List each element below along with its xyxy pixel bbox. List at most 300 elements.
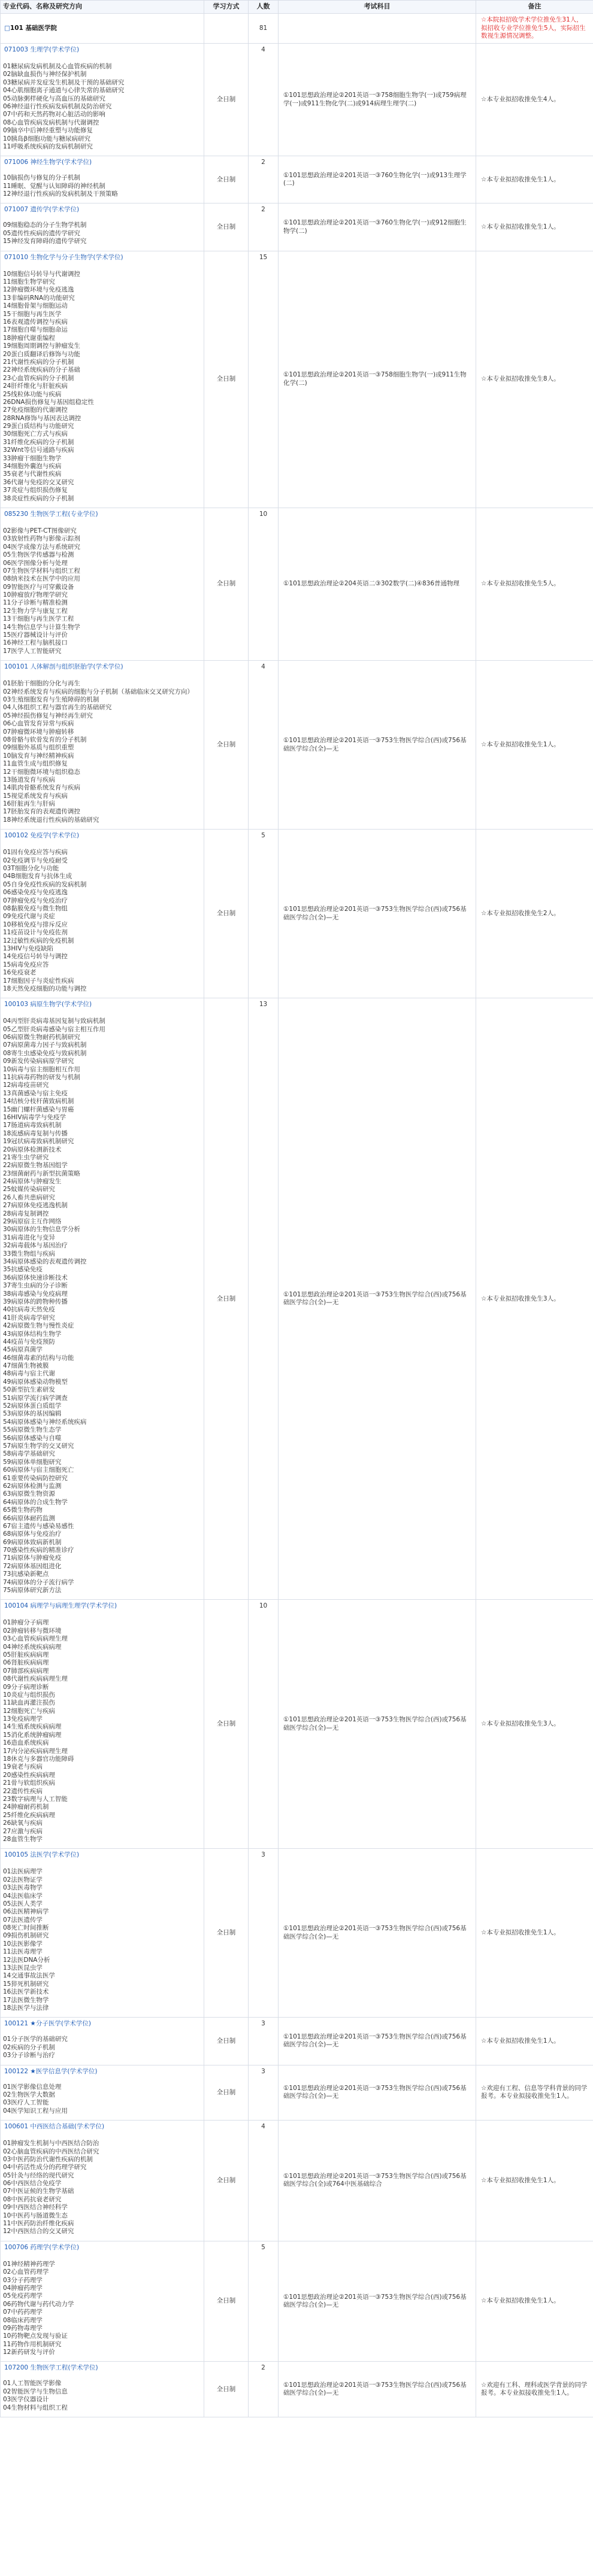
direction-item: 08代谢性疾病病理生理: [3, 1675, 68, 1683]
enrollment-count: 3: [249, 2018, 279, 2065]
direction-item: 34细胞外囊泡与疾病: [3, 463, 62, 470]
direction-item: 26缺氧与疾病: [3, 1819, 43, 1827]
major-title-link[interactable]: 100103 病原生物学(学术学位): [4, 1001, 92, 1008]
direction-item: 15病毒免疫应答: [3, 961, 49, 968]
folder-icon: □: [4, 24, 10, 32]
direction-item: 27病原体免疫逃逸机制: [3, 1202, 68, 1210]
direction-item: 51病原学流行病学调查: [3, 1394, 68, 1402]
direction-item: 06心血管发育异常与疾病: [3, 720, 74, 728]
direction-item: 04中药活性成分的药理学研究: [3, 2164, 87, 2171]
direction-item: 23心血管疾病的分子机制: [3, 374, 74, 382]
direction-item: 03法医毒物学: [3, 1884, 43, 1892]
enrollment-count: 15: [249, 251, 279, 508]
direction-item: 16HIV病毒学与免疫学: [3, 1113, 66, 1121]
direction-item: 13法医昆虫学: [3, 1964, 43, 1972]
direction-item: 02心脑血管疾病的中西医结合研究: [3, 2147, 99, 2155]
direction-item: 01肿瘤分子病理: [3, 1619, 49, 1627]
direction-item: 04B细胞发育与抗体生成: [3, 873, 72, 880]
direction-item: 15医疗器械设计与评价: [3, 631, 68, 639]
enrollment-count: 4: [249, 661, 279, 830]
direction-item: 14细胞骨架与细胞运动: [3, 302, 68, 310]
direction-list: [1, 2031, 204, 2064]
direction-item: 17肠道病毒致病机制: [3, 1122, 62, 1129]
major-title-link[interactable]: 100122 ★医学信息学(学术学位): [4, 2067, 98, 2075]
enrollment-count: 2: [249, 2362, 279, 2417]
direction-item: 03医疗人工智能: [3, 2099, 49, 2107]
direction-item: 11法医毒理学: [3, 1948, 43, 1956]
direction-item: 72病原体基因组进化: [3, 1562, 62, 1570]
direction-item: 06病原微生物耐药机制研究: [3, 1034, 80, 1041]
enrollment-count: 4: [249, 44, 279, 156]
direction-item: 14免疫信号转导与调控: [3, 953, 68, 961]
direction-item: 12细胞死亡与疾病: [3, 1707, 55, 1715]
study-mode: 全日制: [204, 44, 249, 156]
direction-list: [1, 57, 204, 156]
remark: ☆本专业拟招收推免生1人。: [476, 661, 593, 830]
direction-item: 74病原体的分子流行病学: [3, 1578, 74, 1586]
major-row: [1, 2065, 593, 2121]
study-mode: 全日制: [204, 1600, 249, 1849]
direction-item: 09免疫代谢与炎症: [3, 913, 55, 921]
study-mode: 全日制: [204, 203, 249, 251]
enrollment-count: 2: [249, 203, 279, 251]
direction-item: 12神经退行性疾病的发病机制及干预策略: [3, 190, 118, 198]
direction-item: 07法医遗传学: [3, 1916, 43, 1924]
direction-item: 13免疫病理学: [3, 1715, 43, 1723]
direction-item: 55病原微生物生态学: [3, 1426, 62, 1434]
direction-item: 12中西医结合的交叉研究: [3, 2228, 74, 2235]
study-mode: 全日制: [204, 156, 249, 203]
direction-item: 13真菌感染与宿主免疫: [3, 1089, 68, 1097]
direction-list: [1, 1011, 204, 1599]
direction-item: 16法医学新技术: [3, 1988, 49, 1996]
direction-item: 35抗感染免疫: [3, 1266, 43, 1274]
direction-item: 01固有免疫应答与疾病: [3, 849, 68, 856]
major-row: [1, 156, 593, 203]
major-row: [1, 203, 593, 251]
direction-item: 03中医药防治代谢性疾病的机制: [3, 2155, 93, 2163]
direction-item: 17胚胎发育的表观遗传调控: [3, 808, 80, 816]
exam-subjects: ①101思想政治理论②201英语一③758细胞生物学(一)或911生物化学(二): [279, 251, 476, 508]
direction-item: 67宿主遗传与感染易感性: [3, 1522, 74, 1530]
direction-item: 65微生物药物: [3, 1506, 43, 1514]
direction-item: 12过敏性疾病的免疫机制: [3, 937, 74, 944]
major-title-link[interactable]: 071007 遗传学(学术学位): [4, 206, 80, 214]
direction-item: 16免疫衰老: [3, 969, 37, 977]
direction-list: [1, 2255, 204, 2362]
major-title-link[interactable]: 100121 ★分子医学(学术学位): [4, 2020, 92, 2028]
direction-item: 26人畜共患病研究: [3, 1193, 55, 1201]
direction-item: 17细胞自噬与细胞命运: [3, 326, 68, 334]
direction-item: 06感染免疫与免疫逃逸: [3, 889, 68, 897]
study-mode: 全日制: [204, 830, 249, 998]
major-title-link[interactable]: 100102 免疫学(学术学位): [4, 832, 80, 840]
direction-item: 02心血管药理学: [3, 2268, 49, 2276]
direction-item: 04法医临床学: [3, 1892, 43, 1900]
enrollment-count: 13: [249, 998, 279, 1600]
direction-list: [1, 1862, 204, 2017]
remark: ☆本专业拟招收推免生8人。: [476, 251, 593, 508]
direction-item: 10肿瘤放疗物理学研究: [3, 591, 68, 599]
direction-item: 03医学仪器设计: [3, 2396, 49, 2404]
major-title-link[interactable]: 071006 神经生物学(学术学位): [4, 159, 92, 166]
direction-item: 26DNA损伤修复与基因组稳定性: [3, 398, 94, 406]
header-exam: 考试科目: [279, 1, 476, 14]
direction-item: 54病原体感染与神经系统疾病: [3, 1418, 87, 1426]
direction-item: 18天然免疫细胞的功能与调控: [3, 985, 87, 992]
header-note: 备注: [476, 1, 593, 14]
direction-item: 05动脉粥样硬化与高血压的基础研究: [3, 95, 105, 102]
direction-item: 25纤维化疾病病理: [3, 1811, 55, 1819]
direction-item: 69病原体致病新机制: [3, 1538, 62, 1546]
direction-item: 32Wnt等信号通路与疾病: [3, 446, 74, 454]
remark: ☆本专业拟招收推免生1人。: [476, 2121, 593, 2241]
exam-subjects: ①101思想政治理论②201英语一③753生物医学综合(西)或756基础医学综合(全)—无: [279, 2241, 476, 2362]
direction-item: 13非编码RNA的功能研究: [3, 294, 75, 302]
direction-item: 08心血管疾病发病机制与代谢调控: [3, 119, 99, 126]
direction-list: [1, 674, 204, 829]
direction-item: 08临床药理学: [3, 2316, 43, 2324]
direction-item: 07病原菌毒力因子与致病机制: [3, 1041, 87, 1049]
direction-item: 43病原体结构生物学: [3, 1330, 62, 1338]
major-title-link[interactable]: 100601 中西医结合基础(学术学位): [4, 2123, 105, 2131]
direction-item: 04神经系统疾病病理: [3, 1643, 62, 1651]
direction-item: 11分子诊断与精准检测: [3, 599, 68, 607]
direction-item: 13HIV与免疫缺陷: [3, 944, 54, 952]
direction-item: 27应激与疾病: [3, 1827, 43, 1835]
direction-item: 10移植免疫与排斥反应: [3, 921, 68, 928]
study-mode: 全日制: [204, 2121, 249, 2241]
direction-item: 14结核分枝杆菌致病机制: [3, 1098, 74, 1105]
direction-item: 08寄生虫感染免疫与致病机制: [3, 1049, 87, 1057]
direction-item: 29蛋白质结构与功能研究: [3, 423, 74, 430]
direction-item: 03糖尿病并发症发生机制及干预的基础研究: [3, 78, 125, 86]
direction-list: [1, 2079, 204, 2121]
direction-item: 28RNA修饰与基因表达调控: [3, 414, 81, 422]
enrollment-count: 4: [249, 2121, 279, 2241]
study-mode: 全日制: [204, 2362, 249, 2417]
direction-item: 42病原微生物与慢性炎症: [3, 1322, 74, 1330]
remark: ☆本专业拟招收推免生1人。: [476, 156, 593, 203]
direction-item: 05自身免疫性疾病的发病机制: [3, 880, 87, 888]
direction-item: 04医学成像方法与系统研究: [3, 543, 80, 551]
direction-list: [1, 521, 204, 660]
direction-item: 02免疫调节与免疫耐受: [3, 856, 68, 864]
direction-item: 15猝死机制研究: [3, 1980, 49, 1988]
direction-item: 05生物医学传感器与检测: [3, 551, 74, 559]
direction-item: 20蛋白质翻译后修饰与功能: [3, 350, 80, 358]
direction-item: 11呼吸系统疾病的发病机制研究: [3, 142, 93, 150]
study-mode: 全日制: [204, 998, 249, 1600]
direction-list: [1, 2375, 204, 2417]
exam-subjects: ①101思想政治理论②201英语一③753生物医学综合(西)或756基础医学综合(全)或764中医基础综合: [279, 2121, 476, 2241]
direction-item: 05遗传性疾病的遗传学研究: [3, 229, 80, 237]
exam-subjects: ①101思想政治理论②201英语一③753生物医学综合(西)或756基础医学综合(全)—无: [279, 1600, 476, 1849]
remark: ☆本专业拟招收推免生4人。: [476, 44, 593, 156]
college-title[interactable]: [1, 25, 57, 32]
direction-item: 34病原体感染的表观遗传调控: [3, 1258, 87, 1265]
direction-item: 05法医人类学: [3, 1900, 43, 1907]
direction-item: 60病原体与宿主细胞死亡: [3, 1466, 74, 1474]
major-title-link[interactable]: 100706 药理学(学术学位): [4, 2243, 80, 2251]
major-title-link[interactable]: 085230 生物医学工程(专业学位): [4, 510, 98, 518]
college-name: 101 基础医学院: [10, 24, 57, 32]
direction-item: 21寄生虫学研究: [3, 1153, 49, 1161]
direction-item: 01神经精神药理学: [3, 2260, 55, 2268]
direction-list: [1, 2134, 204, 2241]
remark: ☆本专业拟招收推免生1人。: [476, 2241, 593, 2362]
direction-item: 12干细胞微环境与组织稳态: [3, 768, 80, 776]
direction-item: 21骨与软组织疾病: [3, 1779, 55, 1787]
direction-item: 01糖尿病发病机制及心血管疾病的机制: [3, 63, 112, 70]
direction-item: 47细菌生物被膜: [3, 1362, 49, 1370]
remark: ☆本专业拟招收推免生2人。: [476, 830, 593, 998]
remark: ☆本专业拟招收推免生1人。: [476, 1849, 593, 2018]
direction-item: 10脑发育与神经精神疾病: [3, 752, 74, 760]
major-title-link[interactable]: 071003 生理学(学术学位): [4, 46, 80, 53]
direction-item: 10胰岛β细胞功能与糖尿病研究: [3, 135, 91, 142]
direction-item: 21代谢性疾病的分子机制: [3, 358, 74, 366]
direction-item: 15消化系统肿瘤病理: [3, 1731, 62, 1739]
direction-list: [1, 843, 204, 998]
exam-subjects: ①101思想政治理论②201英语一③753生物医学综合(西)或756基础医学综合(全)—无: [279, 661, 476, 830]
direction-item: 01法医病理学: [3, 1868, 43, 1876]
study-mode: 全日制: [204, 508, 249, 660]
direction-item: 10中医药与肠道微生态: [3, 2212, 68, 2219]
enrollment-count: 10: [249, 508, 279, 660]
direction-item: 20感染性疾病病理: [3, 1771, 55, 1779]
direction-item: 09分子病理诊断: [3, 1683, 49, 1691]
direction-item: 13肠道发育与疾病: [3, 776, 55, 783]
direction-item: 05免疫药理学: [3, 2292, 43, 2300]
major-title-link[interactable]: 100105 法医学(学术学位): [4, 1851, 80, 1859]
direction-item: 03分子药理学: [3, 2276, 43, 2284]
direction-item: 39病原体的跨物种传播: [3, 1298, 68, 1305]
direction-item: 15视觉系统发育与疾病: [3, 792, 68, 800]
direction-item: 13干细胞与再生医学工程: [3, 615, 74, 623]
direction-item: 04生物材料与组织工程: [3, 2404, 68, 2411]
enrollment-count: 5: [249, 830, 279, 998]
direction-item: 05肝脏疾病病理: [3, 1651, 49, 1658]
major-row: [1, 508, 593, 660]
direction-item: 32病毒载体与基因治疗: [3, 1242, 68, 1250]
remark: ☆本专业拟招收推免生5人。: [476, 508, 593, 660]
direction-item: 24病原体与肿瘤发生: [3, 1178, 62, 1186]
direction-item: 25线粒体功能与疾病: [3, 390, 62, 398]
direction-item: 50新型抗生素研发: [3, 1386, 55, 1394]
direction-item: 33肿瘤干细胞生物学: [3, 454, 62, 462]
direction-item: 08黏膜免疫与微生物组: [3, 904, 68, 912]
direction-item: 10病毒与宿主细胞相互作用: [3, 1065, 80, 1073]
direction-item: 49病原体感染动物模型: [3, 1378, 68, 1386]
major-row: [1, 2241, 593, 2362]
enrollment-count: 2: [249, 156, 279, 203]
exam-subjects: ①101思想政治理论②201英语一③760生物化学(一)或912细胞生物学(二): [279, 203, 476, 251]
direction-item: 10法医影像学: [3, 1940, 43, 1948]
direction-item: 04肿瘤药理学: [3, 2284, 43, 2292]
direction-item: 31纤维化疾病的分子机制: [3, 438, 74, 446]
direction-item: 27免疫细胞的代谢调控: [3, 406, 68, 414]
direction-item: 57病原生物学的交叉研究: [3, 1442, 74, 1450]
direction-item: 62病原体检测与监测: [3, 1482, 62, 1490]
direction-item: 71病原体与肿瘤免疫: [3, 1554, 62, 1562]
direction-list: [1, 265, 204, 508]
direction-item: 02生物医学大数据: [3, 2091, 55, 2098]
direction-item: 07中医证候的生物学基础: [3, 2188, 74, 2195]
direction-item: 28病毒复制调控: [3, 1210, 49, 1217]
study-mode: 全日制: [204, 2018, 249, 2065]
direction-item: 52病原体蛋白质组学: [3, 1402, 62, 1410]
major-row: [1, 2121, 593, 2241]
direction-item: 56病原体感染与自噬: [3, 1434, 62, 1442]
direction-item: 14交通事故法医学: [3, 1972, 55, 1980]
direction-item: 24肿瘤耐药机制: [3, 1803, 49, 1811]
direction-item: 14生殖系统疾病病理: [3, 1723, 62, 1731]
direction-item: 75病原体研究新方法: [3, 1587, 62, 1594]
direction-item: 11疫苗设计与免疫佐剂: [3, 929, 68, 937]
direction-item: 11缺血再灌注损伤: [3, 1699, 55, 1707]
direction-item: 07肿瘤微环境与肿瘤转移: [3, 728, 74, 736]
direction-item: 14生物信息学与计算生物学: [3, 623, 80, 631]
direction-item: 63病原微生物资源: [3, 1490, 55, 1498]
direction-item: 37寄生虫病的分子诊断: [3, 1282, 68, 1290]
direction-item: 12法医DNA分析: [3, 1956, 50, 1964]
direction-item: 61重要传染病防控研究: [3, 1474, 68, 1482]
direction-item: 11中医药防治纤维化疾病: [3, 2220, 74, 2228]
major-title-link[interactable]: 100101 人体解剖与组织胚胎学(学术学位): [4, 663, 123, 671]
direction-item: 24肝纤维化与肝脏疾病: [3, 382, 68, 390]
table-header-row: [1, 1, 593, 14]
direction-item: 09脑卒中后神经重塑与功能修复: [3, 127, 93, 135]
major-row: [1, 998, 593, 1600]
direction-item: 06中西医结合免疫学: [3, 2180, 62, 2188]
direction-item: 58病毒学基础研究: [3, 1450, 55, 1458]
direction-item: 36病原体快速诊断技术: [3, 1274, 68, 1281]
direction-item: 18流感病毒复制与传播: [3, 1129, 68, 1137]
direction-item: 07肿瘤免疫与免疫治疗: [3, 897, 68, 904]
direction-item: 17医学人工智能研究: [3, 647, 62, 655]
direction-item: 02疾病的分子机制: [3, 2043, 55, 2051]
direction-item: 18休克与多器官功能障碍: [3, 1755, 74, 1763]
direction-item: 05神经损伤修复与神经再生研究: [3, 712, 93, 719]
major-title-link[interactable]: 071010 生物化学与分子生物学(学术学位): [4, 253, 123, 261]
direction-item: 35衰老与代谢性疾病: [3, 470, 62, 478]
header-count: 人数: [249, 1, 279, 14]
direction-item: 08骨骼与软骨发育的分子机制: [3, 736, 87, 743]
direction-item: 08死亡时间推断: [3, 1924, 49, 1932]
major-row: [1, 251, 593, 508]
direction-item: 03心血管疾病病理生理: [3, 1635, 68, 1643]
direction-item: 19冠状病毒致病机制研究: [3, 1138, 74, 1146]
major-row: [1, 2362, 593, 2417]
major-row: [1, 2018, 593, 2065]
direction-item: 30病原体的生物信息学分析: [3, 1226, 80, 1234]
direction-item: 02影像与PET-CT图像研究: [3, 527, 77, 534]
direction-item: 46细菌毒素的结构与功能: [3, 1354, 74, 1362]
exam-subjects: ①101思想政治理论②201英语一③753生物医学综合(西)或756基础医学综合(全)—无: [279, 998, 476, 1600]
direction-item: 09药物毒理学: [3, 2324, 43, 2332]
direction-item: 01医学影像信息处理: [3, 2083, 62, 2091]
direction-item: 09中西医结合神经科学: [3, 2204, 68, 2212]
direction-item: 06肾脏疾病病理: [3, 1659, 49, 1667]
study-mode: 全日制: [204, 2065, 249, 2121]
direction-item: 28血管生物学: [3, 1835, 43, 1843]
direction-item: 15幽门螺杆菌感染与胃癌: [3, 1105, 74, 1113]
direction-item: 30细胞死亡方式与疾病: [3, 430, 68, 438]
direction-list: [1, 169, 204, 203]
remark: ☆欢迎有工科、理科或医学背景的同学报考。本专业拟接收推免生1人。: [476, 2362, 593, 2417]
enrollment-count: 10: [249, 1600, 279, 1849]
remark: ☆本专业拟招收推免生1人。: [476, 203, 593, 251]
direction-item: 11血管生成与组织修复: [3, 760, 68, 768]
direction-item: 17法医微生物学: [3, 1996, 49, 2004]
direction-item: 17内分泌疾病病理生理: [3, 1747, 68, 1755]
direction-item: 02神经系统发育与疾病的细胞与分子机制（基础临床交叉研究方向）: [3, 688, 193, 695]
major-row: [1, 44, 593, 156]
direction-item: 73抗感染新靶点: [3, 1570, 49, 1578]
direction-item: 29病原宿主互作网络: [3, 1218, 62, 1226]
direction-item: 06法医精神病学: [3, 1908, 49, 1916]
direction-item: 01分子医学的基础研究: [3, 2036, 68, 2043]
direction-item: 19细胞周期调控与肿瘤发生: [3, 342, 80, 350]
study-mode: 全日制: [204, 661, 249, 830]
direction-item: 14肌肉骨骼系统发育与疾病: [3, 784, 80, 792]
direction-item: 02法医物证学: [3, 1876, 43, 1884]
direction-item: 16造血系统疾病: [3, 1739, 49, 1747]
direction-item: 09智能医疗与可穿戴设备: [3, 583, 74, 591]
direction-item: 33微生物组与疾病: [3, 1250, 55, 1257]
major-row: [1, 661, 593, 830]
direction-item: 31病毒进化与变异: [3, 1234, 55, 1241]
direction-item: 12病毒疫苗研究: [3, 1082, 49, 1089]
college-row: [1, 14, 593, 44]
enrollment-count: 5: [249, 2241, 279, 2362]
major-row: [1, 1849, 593, 2018]
direction-item: 70感染性疾病的精准诊疗: [3, 1547, 74, 1554]
direction-item: 12生物力学与康复工程: [3, 607, 68, 615]
direction-item: 10细胞信号转导与代谢调控: [3, 270, 80, 278]
direction-item: 12新药研发与评价: [3, 2349, 55, 2356]
direction-item: 16表观遗传调控与疾病: [3, 318, 68, 326]
direction-item: 10药物靶点发现与验证: [3, 2332, 68, 2340]
direction-item: 07肺部疾病病理: [3, 1667, 49, 1675]
direction-item: 16肝脏再生与肝病: [3, 800, 55, 808]
direction-item: 04医学知识工程与应用: [3, 2107, 68, 2115]
direction-item: 22病原微生物基因组学: [3, 1162, 68, 1169]
direction-item: 59病原体单细胞研究: [3, 1458, 62, 1466]
direction-list: [1, 217, 204, 250]
study-mode: 全日制: [204, 1849, 249, 2018]
direction-item: 04丙型肝炎病毒基因复制与致病机制: [3, 1017, 105, 1025]
major-title-link[interactable]: 100104 病理学与病理生理学(学术学位): [4, 1602, 117, 1610]
direction-item: 48病毒与宿主代谢: [3, 1370, 55, 1378]
direction-item: 25蚊媒传染病研究: [3, 1186, 55, 1193]
enrollment-count: 3: [249, 2065, 279, 2121]
direction-item: 10脑损伤与修复的分子机制: [3, 174, 80, 182]
direction-item: 20病原体检测新技术: [3, 1146, 62, 1153]
header-mode: 学习方式: [204, 1, 249, 14]
direction-item: 22神经系统疾病的分子基础: [3, 366, 80, 374]
direction-item: 01肿瘤发生机制与中西医结合防治: [3, 2140, 99, 2147]
major-title-link[interactable]: 107200 生物医学工程(学术学位): [4, 2364, 98, 2372]
exam-subjects: ①101思想政治理论②201英语一③753生物医学综合(西)或756基础医学综合(全)—无: [279, 2018, 476, 2065]
direction-item: 04人体组织工程与器官再生的基础研究: [3, 704, 112, 712]
direction-item: 03分子诊断与治疗: [3, 2052, 55, 2059]
direction-item: 15干细胞与再生医学: [3, 310, 62, 318]
direction-item: 08纳米技术在医学中的应用: [3, 575, 80, 583]
direction-item: 68病原体与免疫治疗: [3, 1530, 62, 1538]
direction-item: 66病原体耐药监测: [3, 1514, 55, 1522]
